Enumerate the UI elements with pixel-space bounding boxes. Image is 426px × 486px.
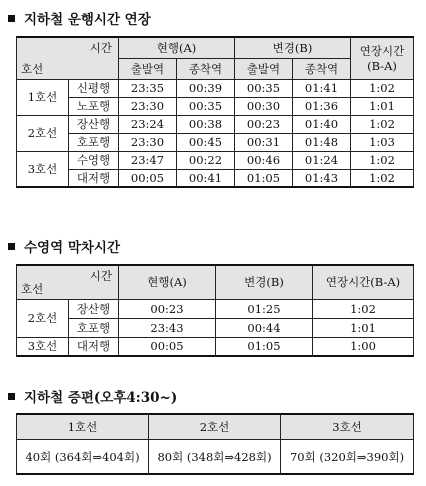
sub-arrive: 종착역: [177, 58, 235, 79]
ext-cell: 1:02: [313, 299, 414, 318]
last-train-table: [16, 264, 414, 357]
line-cell: 1호선: [17, 79, 69, 115]
ext-cell: 1:03: [351, 133, 414, 151]
time-cell: 23:43: [119, 318, 216, 337]
direction-cell: 수영행: [69, 151, 119, 169]
col-extension: [351, 37, 414, 79]
square-bullet-icon: [8, 243, 15, 250]
col-current: 현행(A): [119, 265, 216, 299]
time-cell: 01:40: [293, 115, 351, 133]
col-extension-line1: 연장시간: [359, 44, 405, 59]
table-row: [17, 151, 414, 169]
value-line2: 80회 (348회⇒428회): [149, 440, 281, 475]
line-cell: 3호선: [17, 151, 69, 187]
ext-cell: 1:02: [351, 151, 414, 169]
time-cell: 00:39: [177, 79, 235, 97]
value-line1: 40회 (364회⇒404회): [17, 440, 149, 475]
diag-header: [17, 37, 119, 79]
time-cell: 23:30: [119, 133, 177, 151]
time-cell: 01:24: [293, 151, 351, 169]
col-changed: 변경(B): [235, 37, 351, 58]
extension-table: [16, 36, 414, 188]
direction-cell: 신평행: [69, 79, 119, 97]
table-row: [17, 318, 414, 337]
direction-cell: 호포행: [69, 318, 119, 337]
time-cell: 00:23: [119, 299, 216, 318]
time-cell: 01:25: [216, 299, 313, 318]
diag-top-label: 시간: [89, 269, 112, 283]
col-current: 현행(A): [119, 37, 235, 58]
header-line3: 3호선: [281, 414, 414, 440]
ext-cell: 1:02: [351, 115, 414, 133]
time-cell: 00:38: [177, 115, 235, 133]
diag-bottom-label: 호선: [21, 281, 44, 296]
increase-table: [16, 413, 414, 475]
time-cell: 01:05: [216, 337, 313, 356]
time-cell: 23:47: [119, 151, 177, 169]
table-row: [17, 169, 414, 187]
direction-cell: 노포행: [69, 97, 119, 115]
diag-bottom-label: 호선: [21, 61, 44, 76]
header-line2: 2호선: [149, 414, 281, 440]
ext-cell: 1:00: [313, 337, 414, 356]
time-cell: 00:05: [119, 337, 216, 356]
col-extension: 연장시간(B-A): [313, 265, 414, 299]
direction-cell: 장산행: [69, 115, 119, 133]
ext-cell: 1:01: [351, 97, 414, 115]
time-cell: 00:05: [119, 169, 177, 187]
time-cell: 00:44: [216, 318, 313, 337]
time-cell: 00:46: [235, 151, 293, 169]
time-cell: 00:35: [177, 97, 235, 115]
ext-cell: 1:02: [351, 79, 414, 97]
time-cell: 00:45: [177, 133, 235, 151]
square-bullet-icon: [8, 393, 15, 400]
time-cell: 01:48: [293, 133, 351, 151]
table-row: [17, 79, 414, 97]
line-cell: 2호선: [17, 299, 69, 337]
square-bullet-icon: [8, 15, 15, 22]
table-row: [17, 299, 414, 318]
line-cell: 2호선: [17, 115, 69, 151]
table-row: [17, 133, 414, 151]
table-row: [17, 115, 414, 133]
time-cell: 00:31: [235, 133, 293, 151]
section1-title: [8, 8, 151, 28]
table-row: [17, 97, 414, 115]
direction-cell: 장산행: [69, 299, 119, 318]
time-cell: 00:35: [235, 79, 293, 97]
ext-cell: 1:02: [351, 169, 414, 187]
table-row: [17, 440, 414, 475]
direction-cell: 대저행: [69, 337, 119, 356]
section3-title-text: 지하철 증편(오후4:30~): [24, 390, 178, 406]
sub-arrive: 종착역: [293, 58, 351, 79]
time-cell: 01:43: [293, 169, 351, 187]
col-extension-line2: (B-A): [367, 59, 397, 74]
direction-cell: 호포행: [69, 133, 119, 151]
time-cell: 00:23: [235, 115, 293, 133]
line-cell: 3호선: [17, 337, 69, 356]
value-line3: 70회 (320회⇒390회): [281, 440, 414, 475]
sub-depart: 출발역: [119, 58, 177, 79]
time-cell: 01:36: [293, 97, 351, 115]
sub-depart: 출발역: [235, 58, 293, 79]
time-cell: 23:35: [119, 79, 177, 97]
section2-title-text: 수영역 막차시간: [24, 240, 120, 256]
section1-title-text: 지하철 운행시간 연장: [24, 12, 151, 28]
ext-cell: 1:01: [313, 318, 414, 337]
diag-header: [17, 265, 119, 299]
section3-title: [8, 386, 177, 406]
time-cell: 00:41: [177, 169, 235, 187]
direction-cell: 대저행: [69, 169, 119, 187]
time-cell: 23:24: [119, 115, 177, 133]
time-cell: 01:05: [235, 169, 293, 187]
col-changed: 변경(B): [216, 265, 313, 299]
table-row: [17, 337, 414, 356]
time-cell: 00:22: [177, 151, 235, 169]
section2-title: [8, 236, 120, 256]
header-line1: 1호선: [17, 414, 149, 440]
time-cell: 23:30: [119, 97, 177, 115]
time-cell: 01:41: [293, 79, 351, 97]
time-cell: 00:30: [235, 97, 293, 115]
diag-top-label: 시간: [89, 41, 112, 55]
